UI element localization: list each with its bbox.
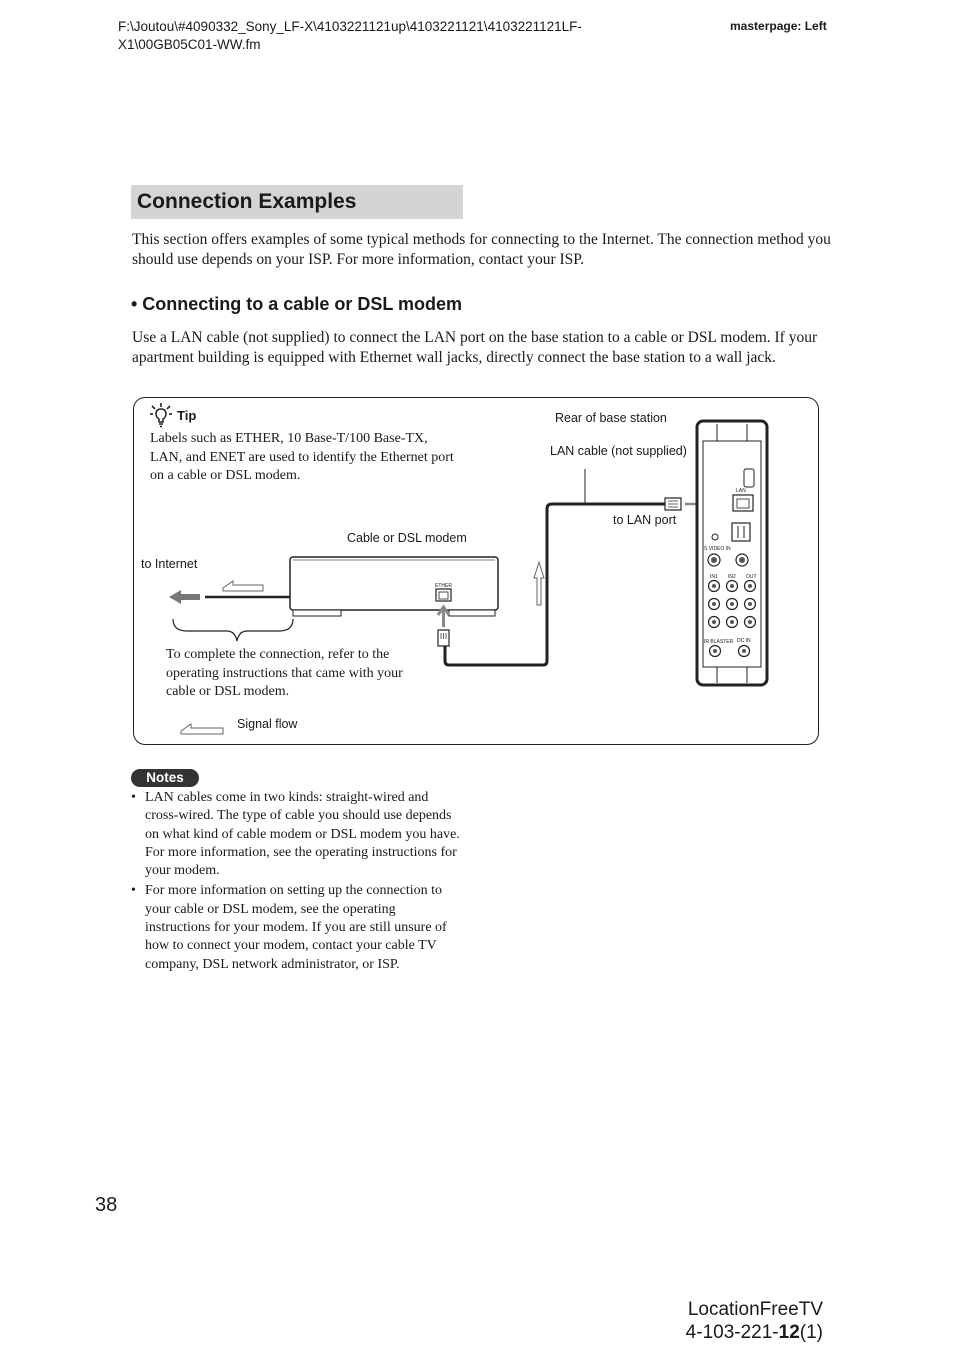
lan-cable-label: LAN cable (not supplied): [550, 444, 687, 458]
product-code: 4-103-221-12(1): [685, 1322, 823, 1343]
panel-label-in1: IN1: [710, 574, 718, 580]
panel-label-in2: IN2: [728, 574, 736, 580]
to-lan-port-label: to LAN port: [613, 513, 677, 527]
note-item: • For more information on setting up the connection to your cable or DSL modem, see the operating instructions for your modem. If you are still unsure of how to connect your modem, contact your cable TV company, DSL network administrator, or ISP.: [131, 882, 461, 973]
tip-text: Labels such as ETHER, 10 Base-T/100 Base-TX, LAN, and ENET are used to identify the Ethernet port on a cable or DSL modem.: [150, 431, 454, 483]
masterpage-label: masterpage: Left: [730, 19, 827, 33]
refer-text: To complete the connection, refer to the operating instructions that came with your cable or DSL modem.: [166, 647, 403, 699]
to-internet-arrow: [169, 590, 200, 604]
product-name: LocationFreeTV: [687, 1299, 823, 1320]
insert-arrow: [438, 607, 449, 627]
tip-label: Tip: [177, 408, 197, 423]
page-title: Connection Examples: [137, 190, 357, 213]
signal-flow-arrow-vertical: [534, 562, 544, 605]
panel-label-out: OUT: [746, 574, 757, 580]
intro-paragraph: This section offers examples of some typical methods for connecting to the Internet. The connection method you should use depends on your ISP. For more information, contact your ISP.: [132, 231, 831, 268]
ether-label: ETHER: [435, 583, 452, 589]
modem-brace: [173, 619, 293, 641]
signal-flow-label: Signal flow: [237, 717, 298, 731]
notes-list: [131, 789, 461, 976]
footer-product: [683, 1298, 823, 1344]
base-station-rear: [697, 421, 767, 685]
signal-flow-legend-arrow: [181, 724, 223, 734]
file-path-header: F:\Joutou\#4090332_Sony_LF-X\4103221121up\4103221121\4103221121LF-X1\00GB05C01-WW.fm: [118, 19, 582, 52]
signal-flow-arrow-top: [223, 581, 263, 591]
panel-label-video-in: S VIDEO IN: [704, 546, 731, 552]
panel-label-dc-in: DC IN: [737, 638, 751, 644]
notes-badge: Notes: [131, 769, 199, 787]
modem-label: Cable or DSL modem: [347, 531, 467, 545]
lightbulb-icon: [149, 402, 173, 428]
rear-of-base-label: Rear of base station: [555, 411, 667, 425]
subsection-body: Use a LAN cable (not supplied) to connect the LAN port on the base station to a cable or DSL modem. If your apartment building is equipped with Ethernet wall jacks, directly connect the base station to a wall jack.: [132, 329, 818, 366]
modem: [290, 557, 498, 616]
to-internet-label: to Internet: [141, 557, 198, 571]
page-number: 38: [95, 1194, 118, 1216]
lan-plug-modem: [438, 630, 449, 646]
note-item: • LAN cables come in two kinds: straight-wired and cross-wired. The type of cable you should use depends on what kind of cable modem or DSL modem you have. For more information, see the operating instructions for your modem.: [131, 789, 461, 880]
panel-label-ir-blaster: IR BLASTER: [704, 639, 734, 645]
panel-label-lan: LAN: [736, 488, 746, 494]
lan-plug-base: [665, 498, 681, 510]
subsection-heading: • Connecting to a cable or DSL modem: [131, 294, 463, 314]
